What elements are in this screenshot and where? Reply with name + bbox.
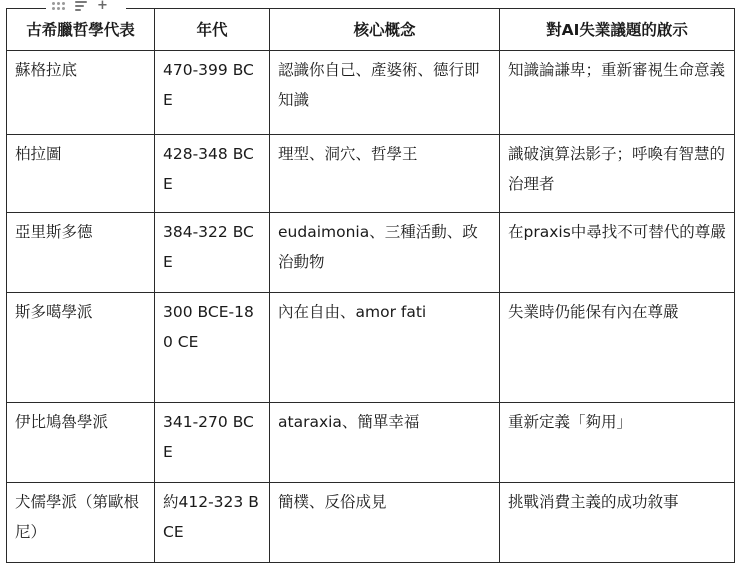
cell-ai-implications[interactable]: 挑戰消費主義的成功敘事 (500, 483, 735, 563)
cell-era[interactable]: 約412-323 BCE (155, 483, 270, 563)
cell-philosopher[interactable]: 犬儒學派（第歐根尼） (7, 483, 155, 563)
header-cell-philosopher[interactable]: 古希臘哲學代表 (7, 9, 155, 51)
header-cell-ai-implications[interactable]: 對AI失業議題的啟示 (500, 9, 735, 51)
cell-core-concepts[interactable]: ataraxia、簡單幸福 (270, 403, 500, 483)
plus-icon[interactable]: + (97, 0, 108, 13)
cell-ai-implications[interactable]: 重新定義「夠用」 (500, 403, 735, 483)
align-icon[interactable] (75, 1, 87, 11)
cell-philosopher[interactable]: 伊比鳩魯學派 (7, 403, 155, 483)
cell-era[interactable]: 384-322 BCE (155, 213, 270, 293)
table-row (7, 403, 735, 483)
cell-philosopher[interactable]: 蘇格拉底 (7, 51, 155, 135)
drag-handle-icon[interactable] (52, 2, 65, 10)
header-cell-era[interactable]: 年代 (155, 9, 270, 51)
table-row (7, 483, 735, 563)
table-toolbar (46, 0, 126, 12)
cell-era[interactable]: 341-270 BCE (155, 403, 270, 483)
cell-ai-implications[interactable]: 識破演算法影子；呼喚有智慧的治理者 (500, 135, 735, 213)
cell-philosopher[interactable]: 亞里斯多德 (7, 213, 155, 293)
table-row (7, 51, 735, 135)
cell-core-concepts[interactable]: eudaimonia、三種活動、政治動物 (270, 213, 500, 293)
cell-era[interactable]: 428-348 BCE (155, 135, 270, 213)
philosophy-table (6, 8, 735, 563)
table-row (7, 293, 735, 403)
table-header-row (7, 9, 735, 51)
cell-ai-implications[interactable]: 知識論謙卑；重新審視生命意義 (500, 51, 735, 135)
cell-core-concepts[interactable]: 認識你自己、產婆術、德行即知識 (270, 51, 500, 135)
header-cell-core-concepts[interactable]: 核心概念 (270, 9, 500, 51)
cell-era[interactable]: 470-399 BCE (155, 51, 270, 135)
cell-ai-implications[interactable]: 失業時仍能保有內在尊嚴 (500, 293, 735, 403)
cell-core-concepts[interactable]: 理型、洞穴、哲學王 (270, 135, 500, 213)
cell-core-concepts[interactable]: 內在自由、amor fati (270, 293, 500, 403)
cell-era[interactable]: 300 BCE-180 CE (155, 293, 270, 403)
table-row (7, 135, 735, 213)
cell-ai-implications[interactable]: 在praxis中尋找不可替代的尊嚴 (500, 213, 735, 293)
cell-philosopher[interactable]: 柏拉圖 (7, 135, 155, 213)
table-row (7, 213, 735, 293)
cell-core-concepts[interactable]: 簡樸、反俗成見 (270, 483, 500, 563)
cell-philosopher[interactable]: 斯多噶學派 (7, 293, 155, 403)
